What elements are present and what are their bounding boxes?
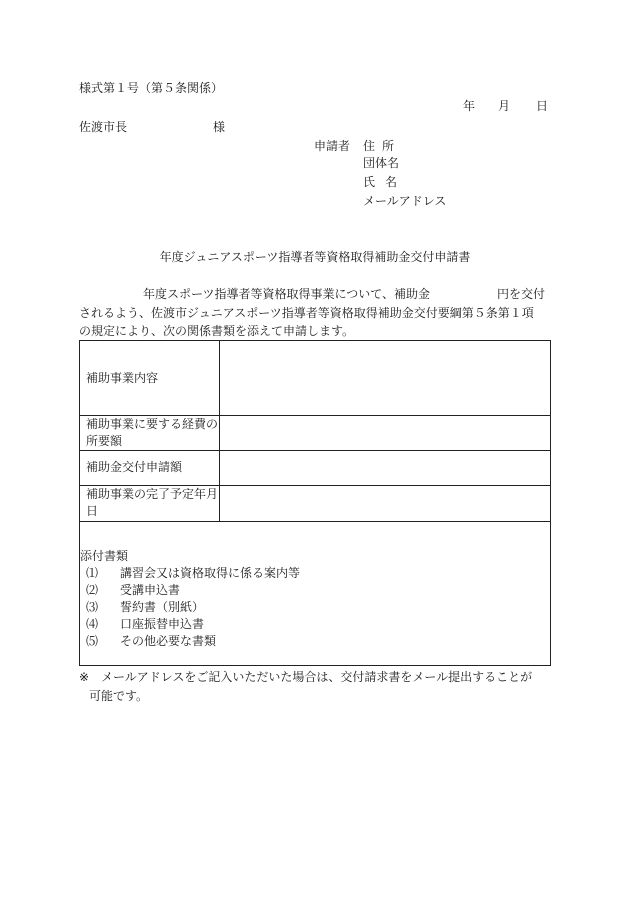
date-month-label: 月 <box>498 99 511 113</box>
applicant-address-label: 住所 <box>363 139 402 153</box>
applicant-email-label: メールアドレス <box>363 194 447 208</box>
body-text-yen: 円を交付 <box>497 287 546 301</box>
applicant-name-label: 氏名 <box>363 175 408 189</box>
attachment-item <box>86 618 204 630</box>
note-text-line-1: メールアドレスをご記入いただいた場合は、交付請求書をメール提出することが <box>101 670 533 684</box>
applicant-label: 申請者 <box>314 139 351 153</box>
attachment-text: 受講申込書 <box>120 583 181 597</box>
attachment-text: その他必要な書類 <box>120 634 217 648</box>
table-row-label: 補助事業に要する経費の所要額 <box>80 415 220 450</box>
attachment-number: ⑵ <box>86 583 99 597</box>
attachment-text: 講習会又は資格取得に係る案内等 <box>120 566 301 580</box>
attachment-item <box>86 584 180 596</box>
attachment-item <box>86 635 216 647</box>
applicant-organization-label: 団体名 <box>363 156 400 170</box>
table-row-project-content <box>80 341 550 416</box>
form-number: 様式第１号（第５条関係） <box>79 81 224 95</box>
body-text-line-1: 年度スポーツ指導者等資格取得事業について、補助金 <box>143 287 431 301</box>
table-row-label: 補助事業の完了予定年月日 <box>80 485 220 521</box>
date-year-label: 年 <box>463 99 476 113</box>
attachment-number: ⑴ <box>86 566 99 580</box>
attachment-item <box>86 567 300 579</box>
table-row-completion-date <box>80 485 550 522</box>
body-text-line-2: されるよう、佐渡市ジュニアスポーツ指導者等資格取得補助金交付要綱第５条第１項 <box>79 306 534 320</box>
table-row-label: 補助金交付申請額 <box>80 450 220 485</box>
body-text-line-3: の規定により、次の関係書類を添えて申請します。 <box>79 324 355 338</box>
attachment-number: ⑸ <box>86 634 99 648</box>
attachment-number: ⑷ <box>86 617 99 631</box>
attachments-title: 添付書類 <box>80 549 129 563</box>
attachment-text: 誓約書（別紙） <box>120 600 205 614</box>
note-text-line-2: 可能です。 <box>89 689 149 703</box>
addressee-title: 佐渡市長 <box>79 120 128 134</box>
table-row-requested-amount <box>80 450 550 486</box>
attachment-text: 口座振替申込書 <box>120 617 205 631</box>
application-table <box>79 340 551 666</box>
date-day-label: 日 <box>536 99 549 113</box>
table-row-required-expense <box>80 415 550 451</box>
attachment-number: ⑶ <box>86 600 99 614</box>
note-mark-icon: ※ <box>79 670 90 684</box>
addressee-honorific: 様 <box>213 120 226 134</box>
table-row-label: 補助事業内容 <box>80 341 220 415</box>
attachment-item <box>86 601 204 613</box>
document-title: 年度ジュニアスポーツ指導者等資格取得補助金交付申請書 <box>159 250 471 264</box>
